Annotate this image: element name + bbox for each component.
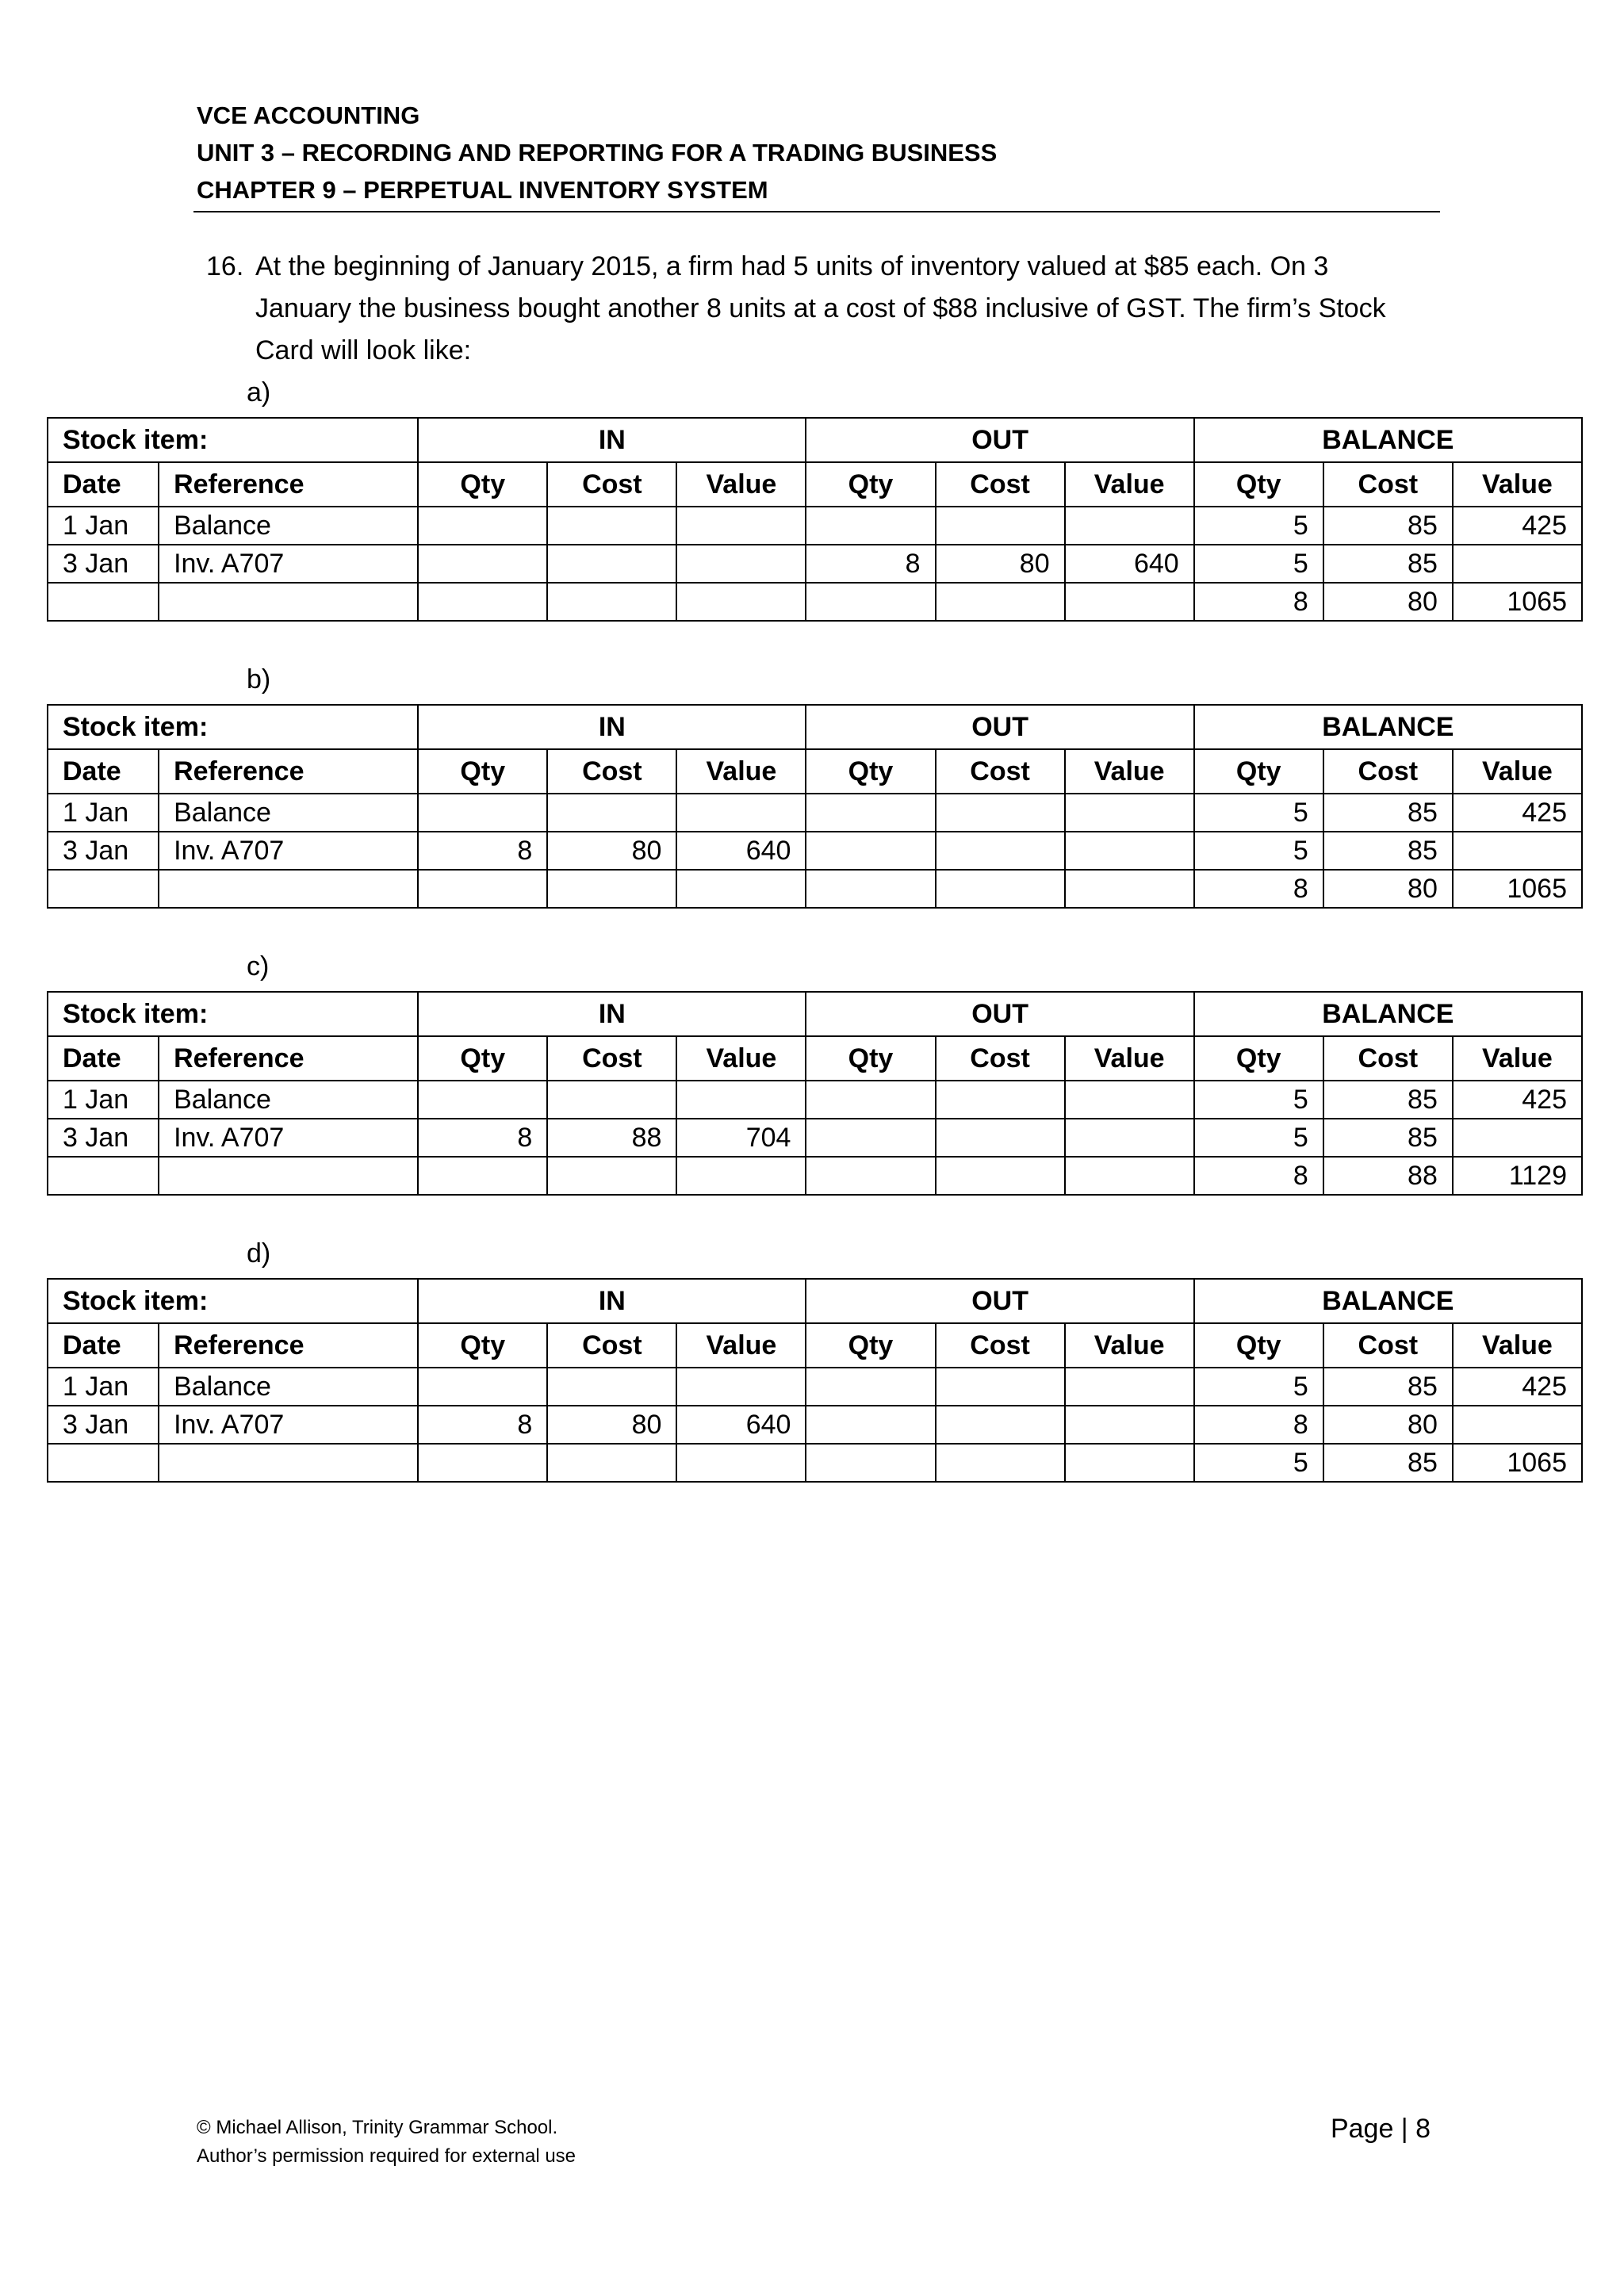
option-label: c) — [247, 951, 270, 982]
copyright-text: © Michael Allison, Trinity Grammar School. — [197, 2117, 558, 2138]
table-cell — [936, 1406, 1065, 1444]
qty-header: Qty — [806, 1323, 935, 1368]
table-cell: 80 — [547, 832, 676, 870]
table-cell — [1065, 583, 1194, 621]
table-cell — [806, 870, 935, 908]
out-header: OUT — [806, 705, 1193, 749]
table-cell: 3 Jan — [48, 1406, 159, 1444]
header-divider — [193, 211, 1440, 212]
table-cell — [48, 583, 159, 621]
table-cell — [1065, 1081, 1194, 1119]
table-cell: 425 — [1453, 794, 1582, 832]
table-cell — [418, 1368, 547, 1406]
table-cell: 8 — [806, 545, 935, 583]
qty-header: Qty — [1194, 1036, 1323, 1081]
table-cell: 85 — [1323, 1081, 1453, 1119]
qty-header: Qty — [418, 462, 547, 507]
table-cell — [547, 507, 676, 545]
table-cell — [48, 870, 159, 908]
in-header: IN — [418, 992, 806, 1036]
table-cell: 3 Jan — [48, 545, 159, 583]
table-row — [48, 507, 1582, 545]
balance-header: BALANCE — [1194, 992, 1582, 1036]
value-header: Value — [1065, 1323, 1194, 1368]
table-cell — [936, 1119, 1065, 1157]
value-header: Value — [676, 1323, 806, 1368]
table-cell: 80 — [1323, 583, 1453, 621]
value-header: Value — [1065, 1036, 1194, 1081]
stock-item-header: Stock item: — [48, 1279, 418, 1323]
table-cell: 5 — [1194, 1119, 1323, 1157]
table-cell — [547, 583, 676, 621]
table-cell — [806, 1081, 935, 1119]
table-row — [48, 1157, 1582, 1195]
table-cell — [806, 794, 935, 832]
table-cell — [418, 1444, 547, 1482]
table-cell: Inv. A707 — [159, 1406, 418, 1444]
table-cell — [547, 794, 676, 832]
table-cell: 5 — [1194, 1444, 1323, 1482]
qty-header: Qty — [1194, 749, 1323, 794]
table-cell — [806, 832, 935, 870]
stock-item-header: Stock item: — [48, 705, 418, 749]
table-row — [48, 545, 1582, 583]
table-row — [48, 1119, 1582, 1157]
qty-header: Qty — [418, 1323, 547, 1368]
value-header: Value — [1453, 1036, 1582, 1081]
table-cell — [418, 507, 547, 545]
table-cell: 1129 — [1453, 1157, 1582, 1195]
qty-header: Qty — [1194, 462, 1323, 507]
cost-header: Cost — [1323, 749, 1453, 794]
value-header: Value — [1453, 462, 1582, 507]
balance-header: BALANCE — [1194, 1279, 1582, 1323]
table-cell — [159, 870, 418, 908]
in-header: IN — [418, 418, 806, 462]
table-cell — [676, 1081, 806, 1119]
table-cell — [1065, 794, 1194, 832]
table-cell — [1453, 1406, 1582, 1444]
balance-header: BALANCE — [1194, 418, 1582, 462]
table-cell: 1 Jan — [48, 794, 159, 832]
reference-header: Reference — [159, 749, 418, 794]
value-header: Value — [1065, 749, 1194, 794]
table-cell: 425 — [1453, 1081, 1582, 1119]
table-cell — [806, 583, 935, 621]
table-cell — [806, 1119, 935, 1157]
table-cell — [936, 507, 1065, 545]
table-cell: 8 — [418, 832, 547, 870]
table-cell: 704 — [676, 1119, 806, 1157]
table-cell: 8 — [418, 1119, 547, 1157]
table-row — [48, 1368, 1582, 1406]
table-cell — [1065, 1444, 1194, 1482]
table-cell — [1065, 1119, 1194, 1157]
table-cell: 1065 — [1453, 583, 1582, 621]
table-cell: 425 — [1453, 507, 1582, 545]
table-cell — [1453, 545, 1582, 583]
value-header: Value — [676, 1036, 806, 1081]
date-header: Date — [48, 462, 159, 507]
table-cell: 5 — [1194, 545, 1323, 583]
table-row — [48, 870, 1582, 908]
out-header: OUT — [806, 418, 1193, 462]
table-cell: 640 — [1065, 545, 1194, 583]
out-header: OUT — [806, 992, 1193, 1036]
table-cell: 8 — [1194, 1157, 1323, 1195]
table-row — [48, 1081, 1582, 1119]
stock-item-header: Stock item: — [48, 418, 418, 462]
table-cell — [547, 545, 676, 583]
table-cell — [547, 1444, 676, 1482]
table-cell: 5 — [1194, 832, 1323, 870]
table-cell — [418, 794, 547, 832]
cost-header: Cost — [547, 749, 676, 794]
table-cell: 5 — [1194, 1368, 1323, 1406]
cost-header: Cost — [547, 1036, 676, 1081]
option-label: b) — [247, 664, 271, 695]
table-cell: 80 — [1323, 1406, 1453, 1444]
table-cell — [676, 1368, 806, 1406]
table-cell — [936, 832, 1065, 870]
value-header: Value — [676, 462, 806, 507]
table-cell — [936, 870, 1065, 908]
table-cell: 85 — [1323, 545, 1453, 583]
table-cell — [806, 1444, 935, 1482]
permission-text: Author’s permission required for external use — [197, 2145, 576, 2167]
table-row — [48, 832, 1582, 870]
value-header: Value — [1065, 462, 1194, 507]
table-cell — [48, 1444, 159, 1482]
table-cell: 3 Jan — [48, 1119, 159, 1157]
table-cell — [936, 1157, 1065, 1195]
date-header: Date — [48, 1323, 159, 1368]
table-cell: 5 — [1194, 507, 1323, 545]
cost-header: Cost — [936, 1323, 1065, 1368]
table-cell: 80 — [547, 1406, 676, 1444]
table-cell: 1 Jan — [48, 1081, 159, 1119]
table-cell: 640 — [676, 832, 806, 870]
table-row — [48, 583, 1582, 621]
table-cell: Balance — [159, 794, 418, 832]
table-cell: Inv. A707 — [159, 545, 418, 583]
cost-header: Cost — [1323, 462, 1453, 507]
qty-header: Qty — [806, 1036, 935, 1081]
table-cell: Balance — [159, 1081, 418, 1119]
stock-item-header: Stock item: — [48, 992, 418, 1036]
table-cell — [1065, 832, 1194, 870]
question-16 — [206, 246, 1427, 372]
cost-header: Cost — [1323, 1036, 1453, 1081]
table-cell: 85 — [1323, 1368, 1453, 1406]
reference-header: Reference — [159, 1323, 418, 1368]
table-cell — [936, 794, 1065, 832]
table-cell — [936, 583, 1065, 621]
reference-header: Reference — [159, 462, 418, 507]
cost-header: Cost — [547, 1323, 676, 1368]
table-cell: 88 — [547, 1119, 676, 1157]
table-cell — [1065, 1406, 1194, 1444]
table-cell — [547, 870, 676, 908]
in-header: IN — [418, 1279, 806, 1323]
table-cell: 85 — [1323, 832, 1453, 870]
cost-header: Cost — [1323, 1323, 1453, 1368]
table-cell: Inv. A707 — [159, 832, 418, 870]
table-cell: 3 Jan — [48, 832, 159, 870]
table-cell: 640 — [676, 1406, 806, 1444]
table-cell — [547, 1157, 676, 1195]
table-cell: 1 Jan — [48, 1368, 159, 1406]
table-cell — [1065, 1157, 1194, 1195]
date-header: Date — [48, 749, 159, 794]
stock-card-table — [47, 417, 1583, 622]
table-cell — [418, 1157, 547, 1195]
table-cell — [48, 1157, 159, 1195]
table-row — [48, 1406, 1582, 1444]
value-header: Value — [1453, 749, 1582, 794]
table-cell: 85 — [1323, 1119, 1453, 1157]
stock-card-table — [47, 991, 1583, 1196]
table-cell: 85 — [1323, 794, 1453, 832]
table-cell — [676, 1444, 806, 1482]
table-row — [48, 1444, 1582, 1482]
table-cell — [159, 1157, 418, 1195]
footer-copyright — [197, 2114, 576, 2171]
table-row — [48, 794, 1582, 832]
table-cell — [936, 1081, 1065, 1119]
cost-header: Cost — [936, 1036, 1065, 1081]
in-header: IN — [418, 705, 806, 749]
page-number: Page | 8 — [1330, 2114, 1431, 2144]
reference-header: Reference — [159, 1036, 418, 1081]
table-cell: 8 — [1194, 1406, 1323, 1444]
value-header: Value — [1453, 1323, 1582, 1368]
out-header: OUT — [806, 1279, 1193, 1323]
question-number: 16. — [206, 251, 244, 281]
qty-header: Qty — [1194, 1323, 1323, 1368]
option-label: d) — [247, 1238, 271, 1269]
date-header: Date — [48, 1036, 159, 1081]
value-header: Value — [676, 749, 806, 794]
table-cell — [676, 583, 806, 621]
option-label: a) — [247, 377, 271, 408]
qty-header: Qty — [418, 749, 547, 794]
table-cell: Inv. A707 — [159, 1119, 418, 1157]
table-cell: 8 — [1194, 583, 1323, 621]
table-cell: 85 — [1323, 507, 1453, 545]
qty-header: Qty — [418, 1036, 547, 1081]
table-cell — [418, 1081, 547, 1119]
table-cell: 5 — [1194, 794, 1323, 832]
qty-header: Qty — [806, 462, 935, 507]
cost-header: Cost — [936, 462, 1065, 507]
table-cell — [676, 507, 806, 545]
table-cell: Balance — [159, 507, 418, 545]
cost-header: Cost — [547, 462, 676, 507]
table-cell — [806, 1406, 935, 1444]
table-cell: 8 — [418, 1406, 547, 1444]
table-cell: 425 — [1453, 1368, 1582, 1406]
table-cell: 1 Jan — [48, 507, 159, 545]
table-cell: Balance — [159, 1368, 418, 1406]
table-cell — [1065, 507, 1194, 545]
table-cell: 80 — [1323, 870, 1453, 908]
table-cell — [936, 1444, 1065, 1482]
balance-header: BALANCE — [1194, 705, 1582, 749]
table-cell: 85 — [1323, 1444, 1453, 1482]
table-cell — [418, 870, 547, 908]
table-cell — [806, 1157, 935, 1195]
table-cell: 5 — [1194, 1081, 1323, 1119]
table-cell — [1453, 1119, 1582, 1157]
stock-card-table — [47, 704, 1583, 909]
table-cell — [676, 545, 806, 583]
table-cell — [806, 507, 935, 545]
table-cell — [418, 545, 547, 583]
unit-title: UNIT 3 – RECORDING AND REPORTING FOR A TRADING BUSINESS — [197, 139, 998, 166]
table-cell — [1065, 1368, 1194, 1406]
chapter-title: CHAPTER 9 – PERPETUAL INVENTORY SYSTEM — [197, 176, 768, 204]
table-cell — [1065, 870, 1194, 908]
table-cell: 88 — [1323, 1157, 1453, 1195]
stock-card-table — [47, 1278, 1583, 1483]
table-cell — [676, 1157, 806, 1195]
table-cell: 1065 — [1453, 870, 1582, 908]
table-cell: 8 — [1194, 870, 1323, 908]
table-cell — [159, 583, 418, 621]
table-cell — [936, 1368, 1065, 1406]
table-cell — [676, 870, 806, 908]
question-text: At the beginning of January 2015, a firm had 5 units of inventory valued at $85 each. On 3 January the business bought another 8 units at a cost of $88 inclusive of GST. The firm’s Stock Card will look like: — [255, 251, 1386, 365]
cost-header: Cost — [936, 749, 1065, 794]
table-cell — [806, 1368, 935, 1406]
document-header — [197, 97, 1440, 209]
table-cell — [547, 1368, 676, 1406]
table-cell — [547, 1081, 676, 1119]
table-cell — [1453, 832, 1582, 870]
table-cell: 1065 — [1453, 1444, 1582, 1482]
table-cell — [418, 583, 547, 621]
table-cell — [676, 794, 806, 832]
course-title: VCE ACCOUNTING — [197, 101, 420, 129]
table-cell — [159, 1444, 418, 1482]
table-cell: 80 — [936, 545, 1065, 583]
qty-header: Qty — [806, 749, 935, 794]
